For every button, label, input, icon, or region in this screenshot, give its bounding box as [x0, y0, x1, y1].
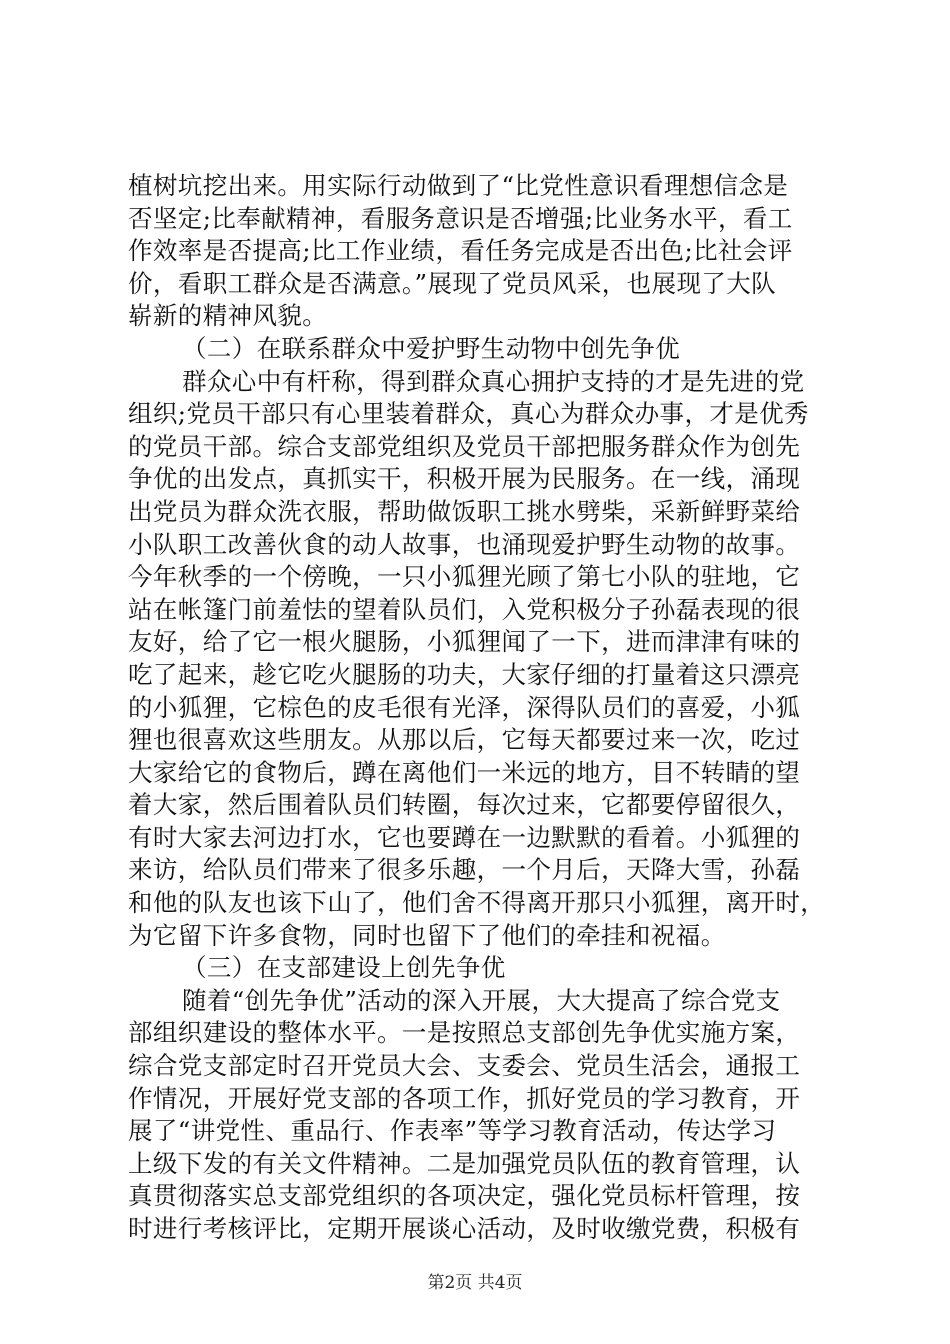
- text-line: 为它留下许多食物，同时也留下了他们的牵挂和祝福。: [128, 920, 726, 950]
- text-line: 大家给它的食物后，蹲在离他们一米远的地方，目不转睛的望: [128, 757, 801, 787]
- text-line: 的小狐狸，它棕色的皮毛很有光泽，深得队员们的喜爱，小狐: [128, 692, 801, 722]
- text-line: 时进行考核评比，定期开展谈心活动，及时收缴党费，积极有: [128, 1214, 801, 1243]
- text-line: 今年秋季的一个傍晚，一只小狐狸光顾了第七小队的驻地，它: [128, 562, 801, 592]
- text-line: 有时大家去河边打水，它也要蹲在一边默默的看着。小狐狸的: [128, 822, 801, 852]
- text-line: 否坚定;比奉献精神，看服务意识是否增强;比业务水平，看工: [128, 203, 793, 233]
- text-line: 崭新的精神风貌。: [128, 301, 328, 331]
- text-line: 出党员为群众洗衣服，帮助做饭职工挑水劈柴，采新鲜野菜给: [128, 496, 801, 526]
- text-line: （三）在支部建设上创先争优: [182, 953, 506, 983]
- text-line: 展了“讲党性、重品行、作表率”等学习教育活动，传达学习: [128, 1116, 777, 1146]
- text-line: 着大家，然后围着队员们转圈，每次过来，它都要停留很久，: [128, 790, 801, 820]
- text-line: 狸也很喜欢这些朋友。从那以后，它每天都要过来一次，吃过: [128, 725, 801, 755]
- text-line: 群众心中有杆称，得到群众真心拥护支持的才是先进的党: [182, 366, 805, 396]
- text-line: 随着“创先争优”活动的深入开展，大大提高了综合党支: [182, 985, 781, 1015]
- document-body: [128, 170, 828, 1246]
- text-line: 和他的队友也该下山了，他们舍不得离开那只小狐狸，离开时，: [128, 888, 826, 918]
- text-line: 上级下发的有关文件精神。二是加强党员队伍的教育管理，认: [128, 1148, 801, 1178]
- text-line: 的党员干部。综合支部党组织及党员干部把服务群众作为创先: [128, 431, 801, 461]
- page-number-footer: 第2页 共4页: [427, 1273, 523, 1293]
- text-line: 真贯彻落实总支部党组织的各项决定，强化党员标杆管理，按: [128, 1181, 801, 1211]
- text-line: 友好，给了它一根火腿肠，小狐狸闻了一下，进而津津有味的: [128, 627, 801, 657]
- text-line: 作效率是否提高;比工作业绩，看任务完成是否出色;比社会评: [128, 236, 793, 266]
- text-line: 争优的出发点，真抓实干，积极开展为民服务。在一线，涌现: [128, 464, 801, 494]
- text-line: 作情况，开展好党支部的各项工作，抓好党员的学习教育，开: [128, 1083, 801, 1113]
- text-line: 价，看职工群众是否满意。”展现了党员风采，也展现了大队: [128, 268, 777, 298]
- text-line: 吃了起来，趁它吃火腿肠的功夫，大家仔细的打量着这只漂亮: [128, 659, 801, 689]
- text-line: 站在帐篷门前羞怯的望着队员们，入党积极分子孙磊表现的很: [128, 594, 801, 624]
- text-line: （二）在联系群众中爱护野生动物中创先争优: [182, 333, 680, 363]
- text-line: 小队职工改善伙食的动人故事，也涌现爱护野生动物的故事。: [128, 529, 801, 559]
- text-line: 综合党支部定时召开党员大会、支委会、党员生活会，通报工: [128, 1051, 801, 1081]
- text-line: 组织;党员干部只有心里装着群众，真心为群众办事，才是优秀: [128, 399, 809, 429]
- text-line: 部组织建设的整体水平。一是按照总支部创先争优实施方案，: [128, 1018, 801, 1048]
- text-line: 植树坑挖出来。用实际行动做到了“比党性意识看理想信念是: [128, 171, 789, 200]
- text-line: 来访，给队员们带来了很多乐趣，一个月后，天降大雪，孙磊: [128, 855, 801, 885]
